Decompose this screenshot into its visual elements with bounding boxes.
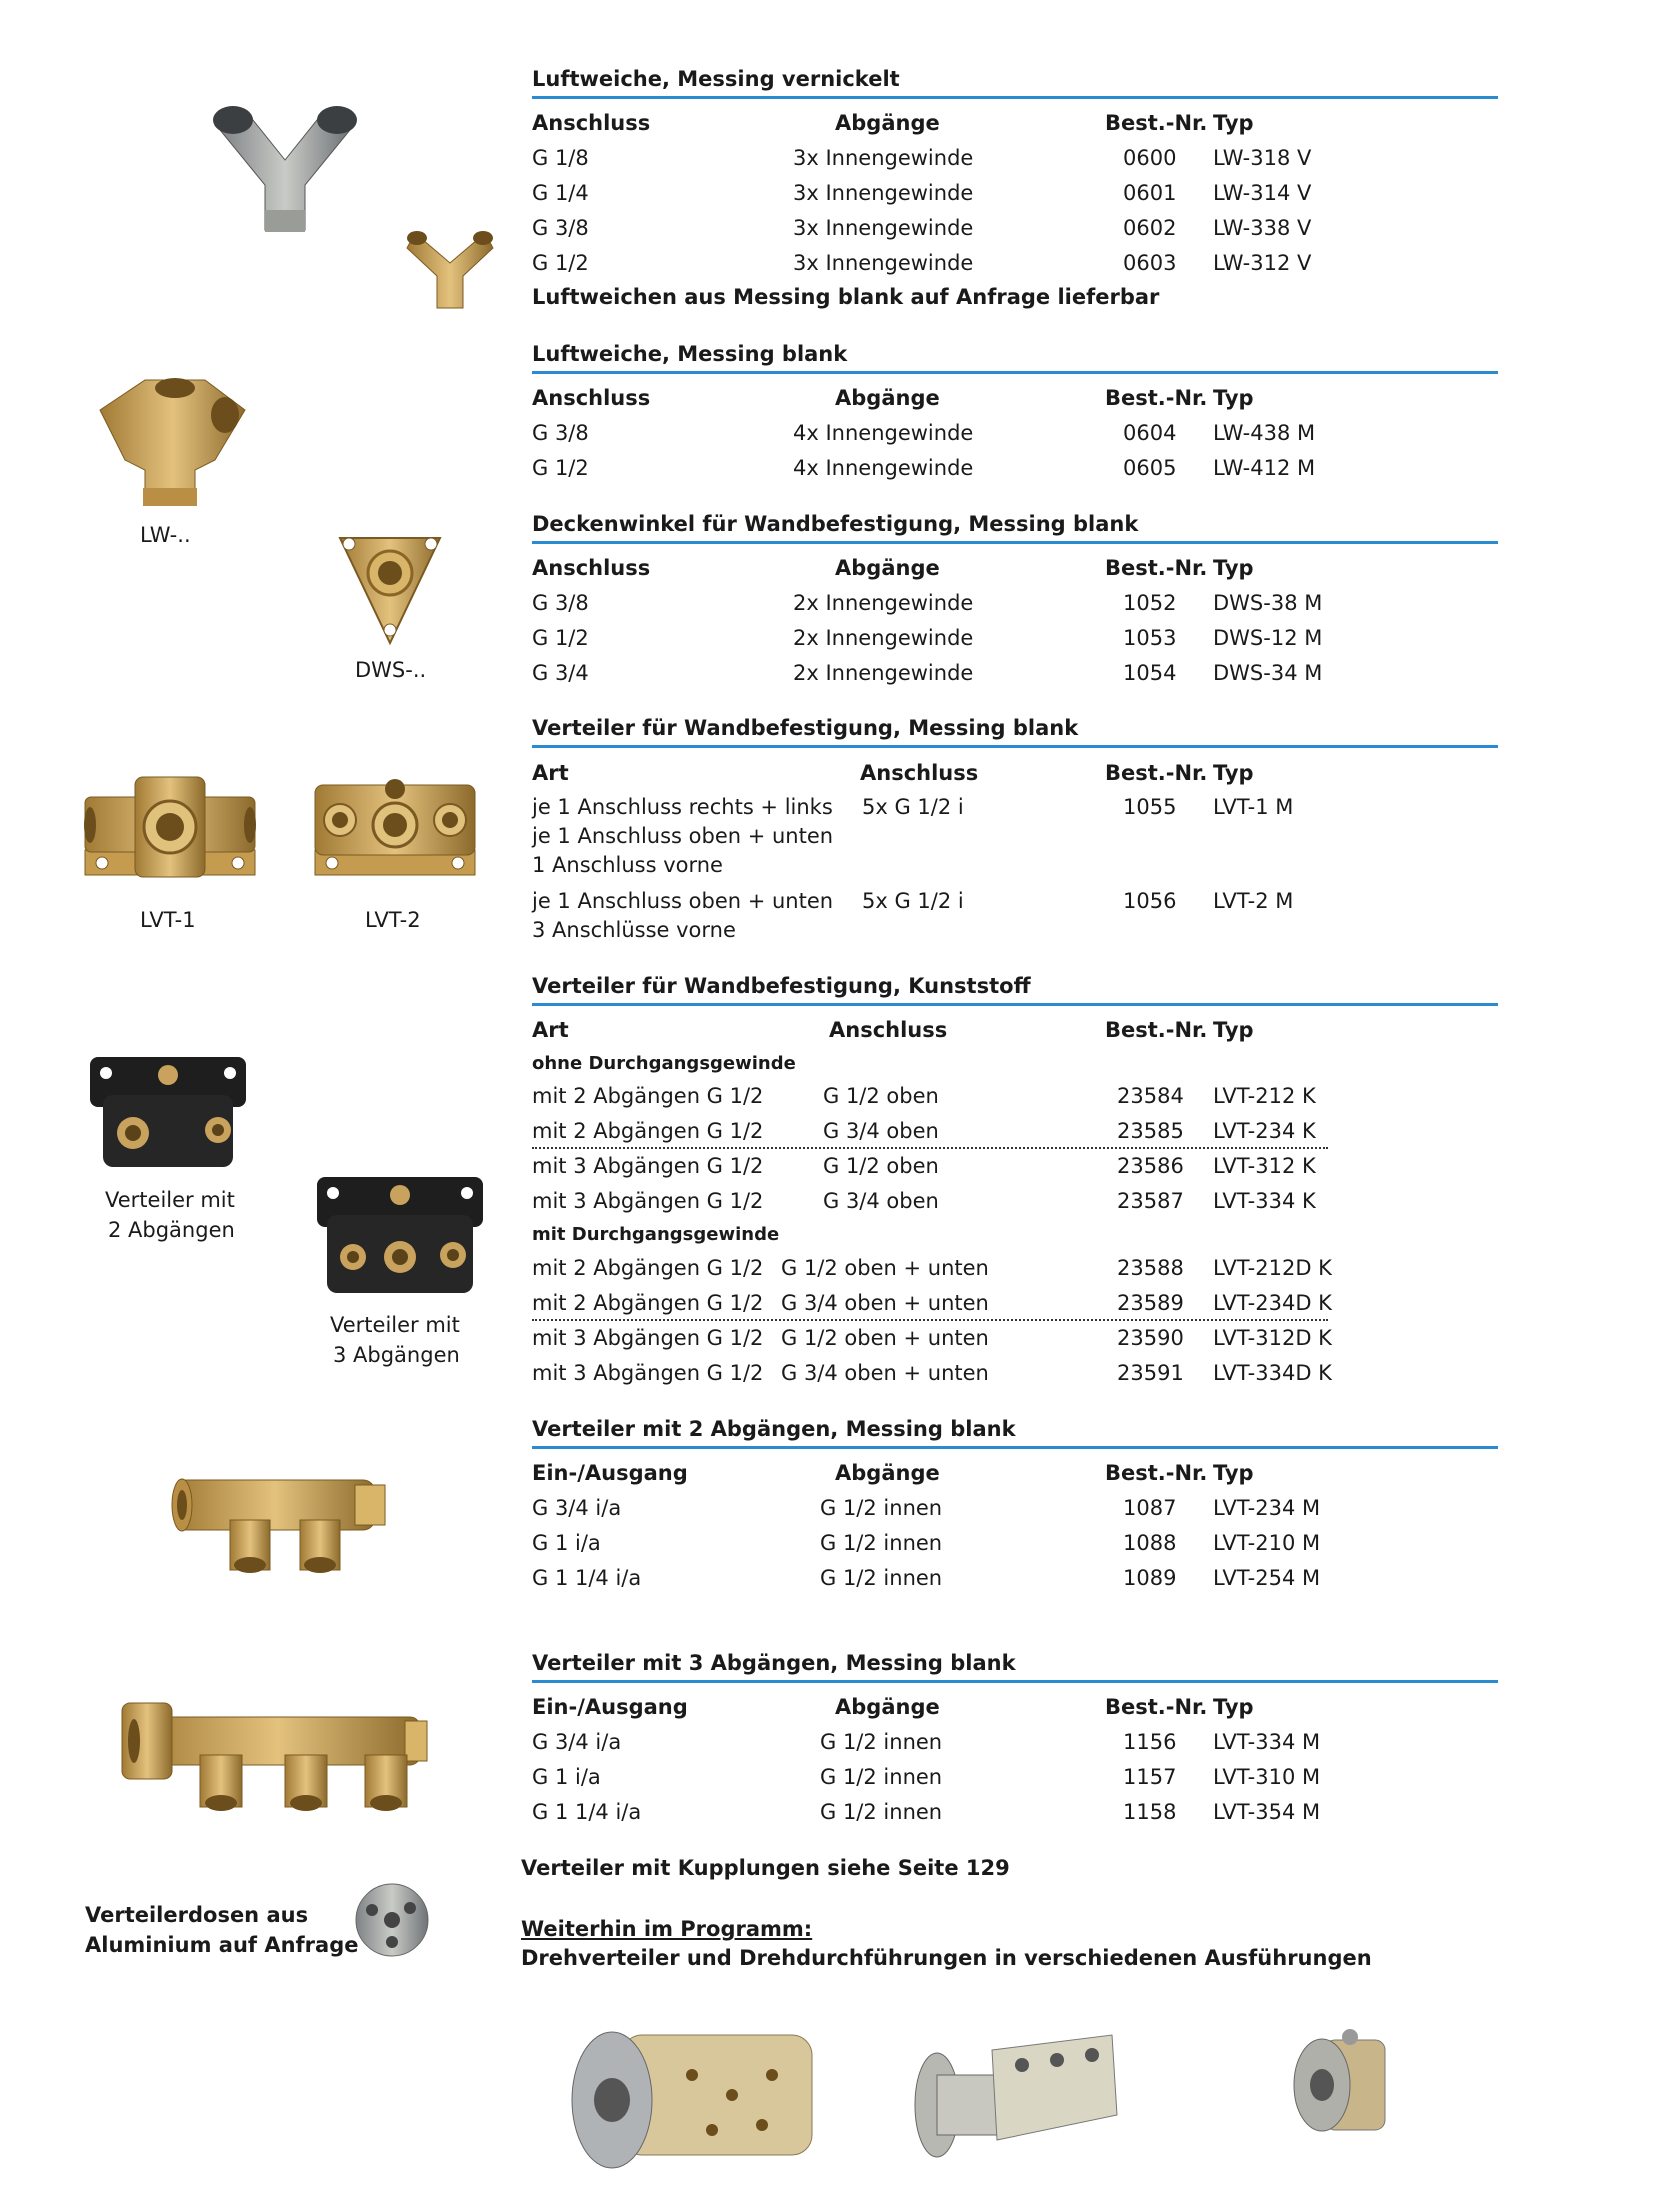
col-abgaenge: Abgänge <box>835 1461 940 1485</box>
cell: 1056 <box>1123 889 1177 913</box>
cell: LW-412 M <box>1213 456 1316 480</box>
col-anschluss: Anschluss <box>532 386 651 410</box>
col-ein-ausgang: Ein-/Ausgang <box>532 1461 688 1485</box>
cell: LW-338 V <box>1213 216 1312 240</box>
cell: G 3/4 <box>532 661 589 685</box>
cell: LVT-312D K <box>1213 1326 1332 1350</box>
lvt-2-image <box>310 775 480 895</box>
cell: LVT-234 K <box>1213 1119 1316 1143</box>
cell: 3 Anschlüsse vorne <box>532 918 736 942</box>
caption-verteiler-2-line1: Verteiler mit <box>105 1188 235 1212</box>
cell: 1053 <box>1123 626 1177 650</box>
cell: 23586 <box>1117 1154 1184 1178</box>
cell: mit 2 Abgängen G 1/2 <box>532 1256 764 1280</box>
luftweiche-small-image <box>405 218 495 313</box>
caption-dws: DWS-.. <box>355 658 427 682</box>
cell: LW-318 V <box>1213 146 1312 170</box>
col-typ: Typ <box>1213 761 1254 785</box>
col-bestnr: Best.-Nr. <box>1105 1461 1208 1485</box>
verteiler-3-abgaenge-image <box>120 1695 430 1815</box>
drehverteiler-text: Drehverteiler und Drehdurchführungen in verschiedenen Ausführungen <box>521 1946 1372 1970</box>
cell: G 3/4 oben <box>823 1119 939 1143</box>
cell: G 1/2 innen <box>820 1566 943 1590</box>
col-abgaenge: Abgänge <box>835 111 940 135</box>
col-abgaenge: Abgänge <box>835 1695 940 1719</box>
cell: 5x G 1/2 i <box>862 795 964 819</box>
cell: 3x Innengewinde <box>793 251 974 275</box>
cell: LVT-212 K <box>1213 1084 1316 1108</box>
section-rule <box>532 96 1498 99</box>
cell: 4x Innengewinde <box>793 421 974 445</box>
cell: 2x Innengewinde <box>793 591 974 615</box>
cell: G 3/8 <box>532 591 589 615</box>
cell: G 1/2 innen <box>820 1496 943 1520</box>
drehdurchfuehrung-image <box>1290 2025 1400 2145</box>
cell: je 1 Anschluss rechts + links <box>532 795 833 819</box>
cell: 3x Innengewinde <box>793 146 974 170</box>
luftweiche-blank-image <box>85 370 255 510</box>
cell: 1157 <box>1123 1765 1177 1789</box>
cell: G 1/8 <box>532 146 589 170</box>
col-bestnr: Best.-Nr. <box>1105 386 1208 410</box>
cell: G 3/8 <box>532 421 589 445</box>
cell: 1052 <box>1123 591 1177 615</box>
cell: 23588 <box>1117 1256 1184 1280</box>
drehverteiler-image-1 <box>562 2025 822 2175</box>
cell: LVT-212D K <box>1213 1256 1332 1280</box>
cell: 3x Innengewinde <box>793 216 974 240</box>
section-rule <box>532 541 1498 544</box>
section-rule <box>532 371 1498 374</box>
cell: LVT-334D K <box>1213 1361 1332 1385</box>
cell: je 1 Anschluss oben + unten <box>532 889 834 913</box>
col-typ: Typ <box>1213 1461 1254 1485</box>
col-anschluss: Anschluss <box>532 111 651 135</box>
cell: 0601 <box>1123 181 1177 205</box>
section-note: Luftweichen aus Messing blank auf Anfrage lieferbar <box>532 285 1160 309</box>
deckenwinkel-image <box>335 528 445 648</box>
section-rule <box>532 1680 1498 1683</box>
cell: 3x Innengewinde <box>793 181 974 205</box>
cell: 1087 <box>1123 1496 1177 1520</box>
cell: 23585 <box>1117 1119 1184 1143</box>
cell: G 1/2 innen <box>820 1531 943 1555</box>
cell: G 3/4 i/a <box>532 1730 622 1754</box>
row-divider-dotted <box>532 1319 1328 1321</box>
col-typ: Typ <box>1213 386 1254 410</box>
cell: G 1/2 oben <box>823 1084 939 1108</box>
cell: 0604 <box>1123 421 1177 445</box>
cell: G 1/2 <box>532 456 589 480</box>
cell: 23589 <box>1117 1291 1184 1315</box>
col-bestnr: Best.-Nr. <box>1105 556 1208 580</box>
cell: 0605 <box>1123 456 1177 480</box>
col-typ: Typ <box>1213 1695 1254 1719</box>
cell: G 1/2 oben <box>823 1154 939 1178</box>
cell: mit 2 Abgängen G 1/2 <box>532 1291 764 1315</box>
cell: G 1 1/4 i/a <box>532 1800 642 1824</box>
col-anschluss: Anschluss <box>829 1018 948 1042</box>
col-abgaenge: Abgänge <box>835 556 940 580</box>
cell: G 1/2 innen <box>820 1730 943 1754</box>
col-bestnr: Best.-Nr. <box>1105 1695 1208 1719</box>
cell: G 1/2 innen <box>820 1765 943 1789</box>
cell: 23584 <box>1117 1084 1184 1108</box>
cell: LVT-234 M <box>1213 1496 1321 1520</box>
section-luftweiche-vernickelt-title: Luftweiche, Messing vernickelt <box>532 67 900 91</box>
cell: LW-314 V <box>1213 181 1312 205</box>
cell: G 3/4 oben + unten <box>781 1291 989 1315</box>
cell: LVT-310 M <box>1213 1765 1321 1789</box>
cell: G 1 i/a <box>532 1531 601 1555</box>
cell: LVT-210 M <box>1213 1531 1321 1555</box>
lvt-1-image <box>80 775 260 895</box>
col-typ: Typ <box>1213 111 1254 135</box>
cell: G 3/4 oben + unten <box>781 1361 989 1385</box>
luftweiche-vernickelt-image <box>205 90 365 240</box>
section-deckenwinkel-title: Deckenwinkel für Wandbefestigung, Messing blank <box>532 512 1139 536</box>
cell: mit 2 Abgängen G 1/2 <box>532 1119 764 1143</box>
col-anschluss: Anschluss <box>860 761 979 785</box>
section-verteiler-messing-title: Verteiler für Wandbefestigung, Messing blank <box>532 716 1079 740</box>
cell: LVT-254 M <box>1213 1566 1321 1590</box>
col-bestnr: Best.-Nr. <box>1105 111 1208 135</box>
cell: LVT-312 K <box>1213 1154 1316 1178</box>
section-verteiler-kunststoff-title: Verteiler für Wandbefestigung, Kunststoff <box>532 974 1031 998</box>
cell: 1156 <box>1123 1730 1177 1754</box>
cell: G 1/2 <box>532 251 589 275</box>
col-anschluss: Anschluss <box>532 556 651 580</box>
cell: LVT-334 M <box>1213 1730 1321 1754</box>
cell: je 1 Anschluss oben + unten <box>532 824 834 848</box>
cell: 1054 <box>1123 661 1177 685</box>
cell: 23590 <box>1117 1326 1184 1350</box>
kupplungen-reference: Verteiler mit Kupplungen siehe Seite 129 <box>521 1856 1010 1880</box>
section-rule <box>532 745 1498 748</box>
cell: 5x G 1/2 i <box>862 889 964 913</box>
caption-lvt1: LVT-1 <box>140 908 196 932</box>
col-bestnr: Best.-Nr. <box>1105 761 1208 785</box>
cell: G 1 i/a <box>532 1765 601 1789</box>
section-rule <box>532 1003 1498 1006</box>
col-ein-ausgang: Ein-/Ausgang <box>532 1695 688 1719</box>
cell: DWS-34 M <box>1213 661 1323 685</box>
cell: 23587 <box>1117 1189 1184 1213</box>
caption-verteiler-3-line1: Verteiler mit <box>330 1313 460 1337</box>
cell: G 1/2 oben + unten <box>781 1326 989 1350</box>
section-rule <box>532 1446 1498 1449</box>
cell: G 1/2 <box>532 626 589 650</box>
cell: DWS-12 M <box>1213 626 1323 650</box>
cell: 1 Anschluss vorne <box>532 853 723 877</box>
caption-lvt2: LVT-2 <box>365 908 421 932</box>
section-verteiler-3-abgaenge-title: Verteiler mit 3 Abgängen, Messing blank <box>532 1651 1016 1675</box>
col-abgaenge: Abgänge <box>835 386 940 410</box>
cell: G 3/8 <box>532 216 589 240</box>
col-typ: Typ <box>1213 1018 1254 1042</box>
caption-verteilerdosen-line1: Verteilerdosen aus <box>85 1903 309 1927</box>
cell: 1089 <box>1123 1566 1177 1590</box>
col-art: Art <box>532 1018 569 1042</box>
cell: 23591 <box>1117 1361 1184 1385</box>
subheading-mit-durchgang: mit Durchgangsgewinde <box>532 1224 780 1245</box>
cell: 1055 <box>1123 795 1177 819</box>
cell: mit 2 Abgängen G 1/2 <box>532 1084 764 1108</box>
cell: DWS-38 M <box>1213 591 1323 615</box>
cell: mit 3 Abgängen G 1/2 <box>532 1326 764 1350</box>
cell: LVT-1 M <box>1213 795 1294 819</box>
cell: 1088 <box>1123 1531 1177 1555</box>
col-bestnr: Best.-Nr. <box>1105 1018 1208 1042</box>
cell: 2x Innengewinde <box>793 626 974 650</box>
cell: G 3/4 i/a <box>532 1496 622 1520</box>
cell: 4x Innengewinde <box>793 456 974 480</box>
cell: LVT-334 K <box>1213 1189 1316 1213</box>
section-verteiler-2-abgaenge-title: Verteiler mit 2 Abgängen, Messing blank <box>532 1417 1016 1441</box>
cell: 0602 <box>1123 216 1177 240</box>
weiterhin-heading: Weiterhin im Programm: <box>521 1917 813 1941</box>
col-typ: Typ <box>1213 556 1254 580</box>
kunststoff-verteiler-3-image <box>315 1175 485 1295</box>
kunststoff-verteiler-2-image <box>88 1055 248 1170</box>
cell: mit 3 Abgängen G 1/2 <box>532 1189 764 1213</box>
subheading-ohne-durchgang: ohne Durchgangsgewinde <box>532 1053 796 1074</box>
cell: 0600 <box>1123 146 1177 170</box>
cell: 1158 <box>1123 1800 1177 1824</box>
verteiler-2-abgaenge-image <box>170 1465 390 1575</box>
cell: G 1/4 <box>532 181 589 205</box>
cell: 2x Innengewinde <box>793 661 974 685</box>
cell: G 1/2 oben + unten <box>781 1256 989 1280</box>
section-luftweiche-blank-title: Luftweiche, Messing blank <box>532 342 848 366</box>
cell: LVT-354 M <box>1213 1800 1321 1824</box>
cell: LW-438 M <box>1213 421 1316 445</box>
row-divider-dotted <box>532 1147 1328 1149</box>
cell: 0603 <box>1123 251 1177 275</box>
drehverteiler-image-2 <box>912 2025 1122 2165</box>
caption-verteiler-2-line2: 2 Abgängen <box>108 1218 235 1242</box>
cell: G 3/4 oben <box>823 1189 939 1213</box>
caption-verteiler-3-line2: 3 Abgängen <box>333 1343 460 1367</box>
cell: G 1 1/4 i/a <box>532 1566 642 1590</box>
col-art: Art <box>532 761 569 785</box>
cell: G 1/2 innen <box>820 1800 943 1824</box>
caption-verteilerdosen-line2: Aluminium auf Anfrage <box>85 1933 359 1957</box>
cell: LVT-234D K <box>1213 1291 1332 1315</box>
cell: LW-312 V <box>1213 251 1312 275</box>
caption-lw: LW-.. <box>140 523 191 547</box>
cell: mit 3 Abgängen G 1/2 <box>532 1361 764 1385</box>
verteilerdose-image <box>352 1880 432 1960</box>
cell: mit 3 Abgängen G 1/2 <box>532 1154 764 1178</box>
cell: LVT-2 M <box>1213 889 1294 913</box>
